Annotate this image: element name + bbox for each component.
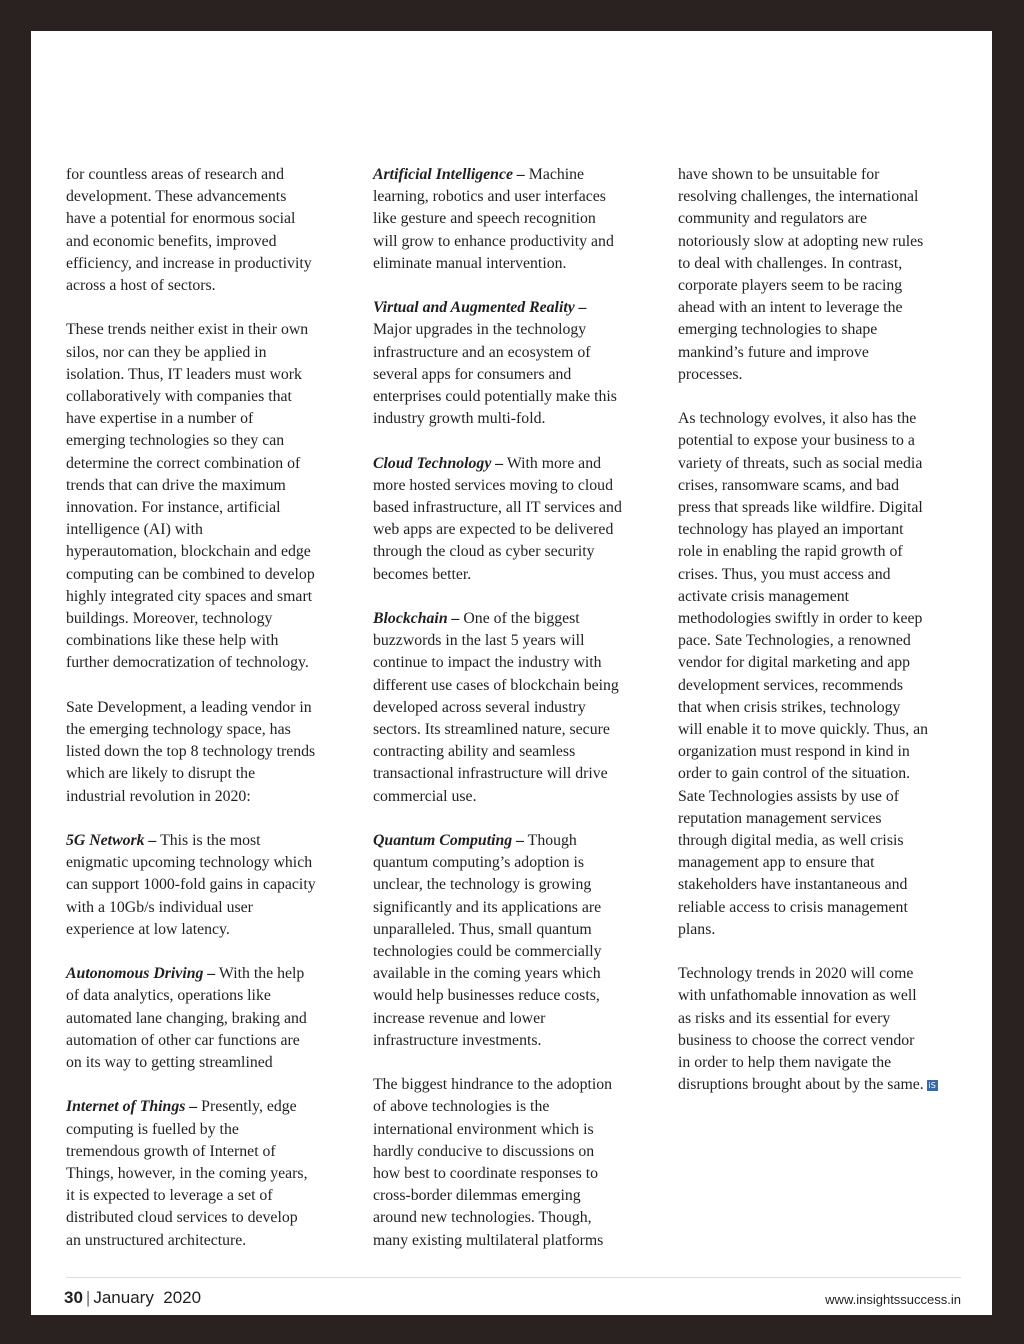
footer-separator: |: [85, 1288, 91, 1307]
paragraph: The biggest hindrance to the adoption of above technologies is the international environment which is hardly conducive to discussions on how best to coordinate responses to cross-border dilemmas emerging around new technologies. Though, many existing multilateral platforms: [373, 1076, 613, 1249]
paragraph: As technology evolves, it also has the potential to expose your business to a variety of threats, such as social media crises, ransomware scams, and bad press that spreads like wildfire. Digital technology has played an important role in enabling the rapid growth of crises. Thus, you must access and activate crisis management methodologies swiftly in order to keep pace. Sate Technologies, a renowned vendor for digital marketing and app development services, recommends that when crisis strikes, technology will enable it to move quickly. Thus, an organization must respond in kind in order to gain control of the situation. Sate Technologies assists by use of reputation management services through digital media, as well crisis management app to ensure that stakeholders have instantaneous and reliable access to crisis management plans.: [678, 410, 929, 938]
trend-description: With the help of data analytics, operations like automated lane changing, braking and automation of other car functions are on its way to getting streamlined: [66, 965, 307, 1072]
trend-description: Presently, edge computing is fuelled by the tremendous growth of Internet of Things, however, in the coming years, it is expected to leverage a set of distributed cloud services to develop an unstructured architecture.: [66, 1098, 308, 1249]
trend-title: Cloud Technology –: [373, 454, 504, 472]
trend-title: Quantum Computing –: [373, 832, 525, 850]
closing-paragraph: [678, 963, 968, 1096]
footer-folio: [64, 1288, 201, 1308]
paragraph: These trends neither exist in their own silos, nor can they be applied in isolation. Thus, IT leaders must work collaboratively with companies that have expertise in a number of emerging technologies so they can determine the correct combination of trends that can drive the maximum innovation. For instance, artificial intelligence (AI) with hyperautomation, blockchain and edge computing can be combined to develop highly integrated city spaces and smart buildings. Moreover, technology combinations like these help with further democratization of technology.: [66, 321, 315, 672]
trend-title: Blockchain –: [373, 610, 460, 628]
trend-description: Though quantum computing’s adoption is unclear, the technology is growing significantly and its applications are unparalleled. Thus, small quantum technologies could be commercially available in the coming years which would help businesses reduce costs, increase revenue and lower infrastructure investments.: [373, 832, 602, 1049]
trend-title: Virtual and Augmented Reality –: [373, 299, 587, 317]
text-column-2: [373, 164, 663, 1252]
text-column-3: [678, 164, 968, 1097]
website-url: www.insightssuccess.in: [825, 1292, 961, 1307]
trend-cloud-technology: [373, 453, 663, 586]
trend-autonomous-driving: [66, 963, 356, 1074]
trend-blockchain: [373, 608, 663, 808]
trend-5g-network: [66, 830, 356, 941]
issue-date: January 2020: [93, 1288, 202, 1307]
paragraph-text: Technology trends in 2020 will come with unfathomable innovation as well as risks and its essential for every business to choose the correct vendor in order to help them navigate the disruptions brought about by the same.: [678, 965, 924, 1094]
trend-description: Machine learning, robotics and user interfaces like gesture and speech recognition will grow to enhance productivity and eliminate manual intervention.: [373, 166, 614, 272]
trend-title: Autonomous Driving –: [66, 965, 216, 983]
paragraph: have shown to be unsuitable for resolving challenges, the international community and regulators are notoriously slow at adopting new rules to deal with challenges. In contrast, corporate players seem to be racing ahead with an intent to leverage the emerging technologies to shape mankind’s future and improve processes.: [678, 166, 924, 383]
trend-description: Major upgrades in the technology infrastructure and an ecosystem of several apps for consumers and enterprises could potentially make this industry growth multi-fold.: [373, 321, 617, 428]
paragraph: for countless areas of research and development. These advancements have a potential for enormous social and economic benefits, improved efficiency, and increase in productivity across a host of sectors.: [66, 166, 312, 295]
trend-virtual-augmented-reality: [373, 297, 663, 430]
trend-title: Artificial Intelligence –: [373, 166, 525, 183]
magazine-page: [31, 31, 992, 1315]
end-mark-icon: iS: [928, 1081, 936, 1091]
trend-artificial-intelligence: [373, 164, 663, 275]
trend-description: With more and more hosted services moving to cloud based infrastructure, all IT services and web apps are expected to be delivered through the cloud as cyber security becomes better.: [373, 454, 622, 583]
trend-quantum-computing: [373, 830, 663, 1052]
trend-internet-of-things: [66, 1096, 356, 1251]
trend-title: Internet of Things –: [66, 1098, 198, 1116]
paragraph: Sate Development, a leading vendor in the emerging technology space, has listed down the top 8 technology trends which are likely to disrupt the industrial revolution in 2020:: [66, 698, 316, 805]
footer-divider: [66, 1277, 961, 1278]
text-column-1: [66, 164, 356, 1252]
trend-description: One of the biggest buzzwords in the last 5 years will continue to impact the industry with different use cases of blockchain being developed across several industry sectors. Its streamlined nature, secure contracting ability and seamless transactional infrastructure will drive commercial use.: [373, 610, 619, 805]
trend-title: 5G Network –: [66, 832, 157, 850]
trend-description: This is the most enigmatic upcoming technology which can support 1000-fold gains in capacity with a 10Gb/s individual user experience at low latency.: [66, 832, 316, 938]
page-number: 30: [64, 1288, 83, 1307]
